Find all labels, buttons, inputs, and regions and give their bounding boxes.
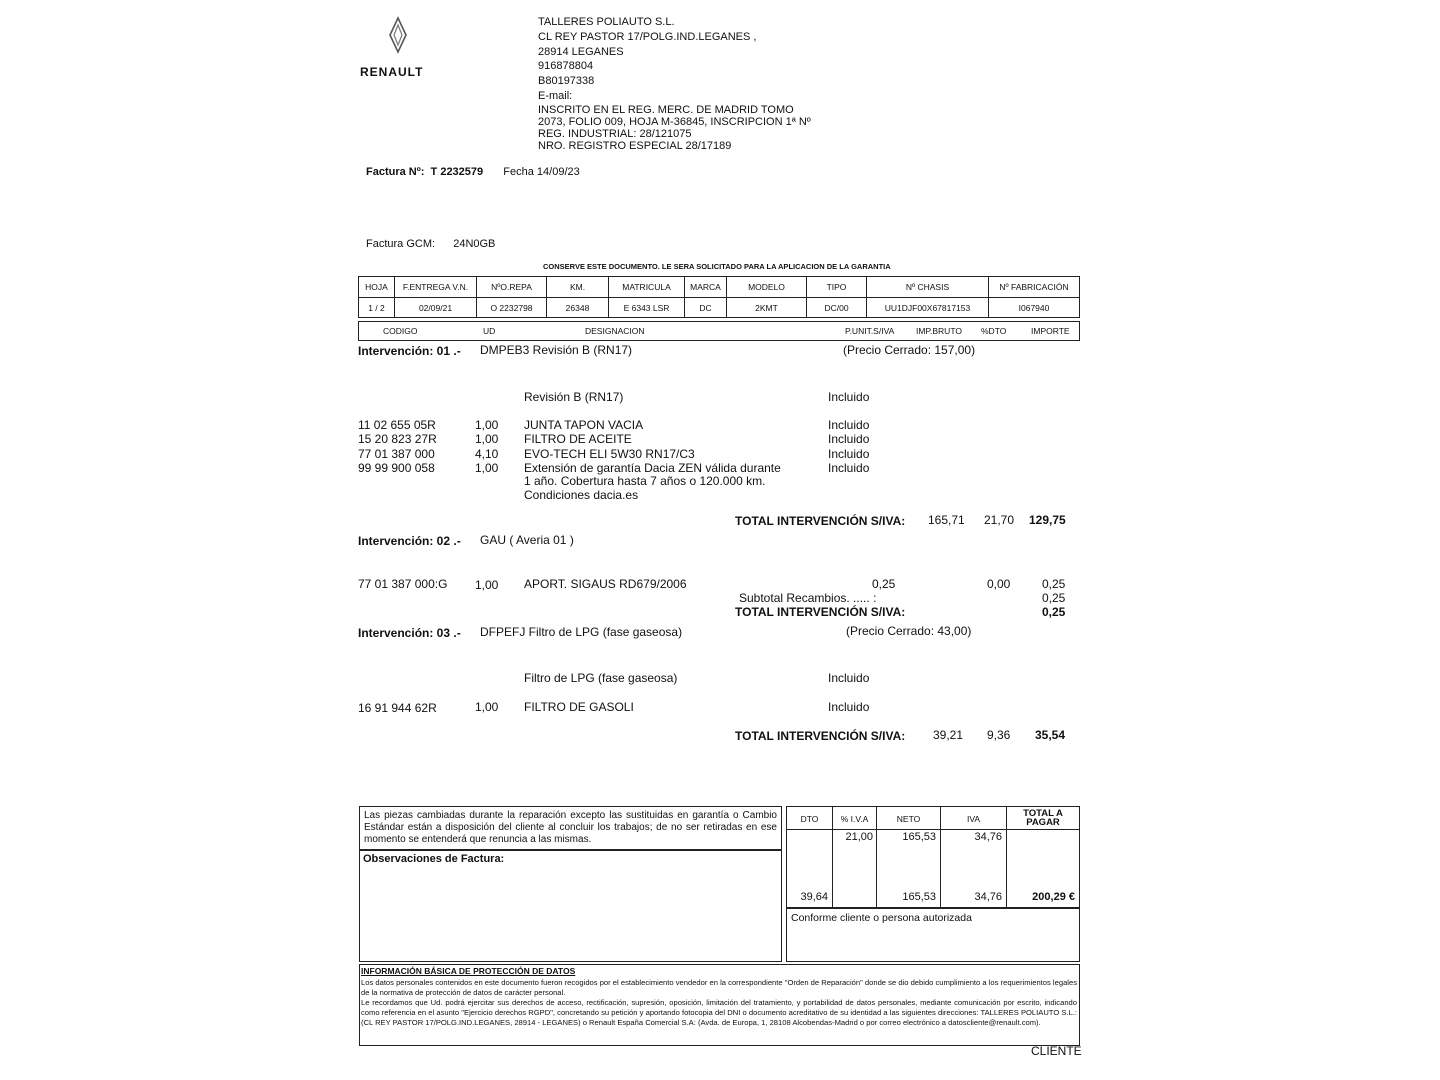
line-status: Incluido (828, 671, 870, 685)
company-line: REG. INDUSTRIAL: 28/121075 (538, 127, 692, 140)
line-ud: 1,00 (475, 578, 499, 592)
totals-header: IVA (966, 814, 981, 824)
line-ud: 1,00 (475, 418, 499, 432)
invoice-gcm: 24N0GB (453, 238, 496, 250)
invoice-number-label: Factura Nº: (366, 166, 425, 178)
company-line: TALLERES POLIAUTO S.L. (538, 16, 675, 28)
line-status: Incluido (828, 432, 870, 446)
closed-price: (Precio Cerrado: 157,00) (843, 343, 976, 357)
vehicle-header: NºO.REPA (491, 282, 532, 292)
invoice-date-label: Fecha (503, 166, 534, 178)
company-line: NRO. REGISTRO ESPECIAL 28/17189 (538, 139, 732, 152)
totals-iva: 34,76 (974, 831, 1002, 843)
invoice-number-row (366, 166, 580, 178)
vehicle-header: Nº CHASIS (905, 282, 950, 292)
company-line: E-mail: (538, 89, 573, 102)
vehicle-value: DC/00 (824, 303, 849, 313)
vehicle-value: I067940 (1018, 303, 1050, 313)
vehicle-header: F.ENTREGA V.N. (402, 282, 469, 292)
totals-iva-pct: 21,00 (845, 831, 873, 843)
line-desc-continuation: Condiciones dacia.es (524, 488, 639, 502)
line-code: 15 20 823 27R (358, 432, 437, 446)
totals-header: % I.V.A (840, 814, 869, 824)
vehicle-value: O 2232798 (490, 303, 533, 313)
vehicle-table (358, 276, 1080, 318)
renault-logo (376, 16, 420, 54)
line-desc-continuation: 1 año. Cobertura hasta 7 años o 120.000 km. (524, 474, 766, 488)
intervention-label: Intervención: 02 .- (358, 534, 461, 548)
line-dto: 0,00 (987, 577, 1011, 591)
observations-label: Observaciones de Factura: (363, 853, 505, 865)
total-to-pay: 200,29 € (1032, 891, 1075, 903)
invoice-number: T 2232579 (430, 166, 484, 178)
company-line: INSCRITO EN EL REG. MERC. DE MADRID TOMO (538, 103, 794, 116)
intervention-subtitle: Revisión B (RN17) (524, 390, 624, 404)
line-status: Incluido (828, 700, 870, 714)
conforme-label: Conforme cliente o persona autorizada (791, 912, 972, 924)
intervention-title: DFPEFJ Filtro de LPG (fase gaseosa) (480, 625, 683, 639)
vehicle-header: MATRICULA (622, 282, 671, 292)
observations-box (359, 850, 782, 962)
warranty-notice: CONSERVE ESTE DOCUMENTO. LE SERA SOLICITADO PARA LA APLICACION DE LA GARANTIA (543, 262, 891, 271)
line-status: Incluido (828, 461, 870, 475)
brand-name: RENAULT (360, 65, 424, 79)
company-line: B80197338 (538, 75, 595, 88)
intervention-title: DMPEB3 Revisión B (RN17) (480, 343, 633, 357)
intervention-total-label: TOTAL INTERVENCIÓN S/IVA: (735, 605, 906, 619)
vehicle-value: 2KMT (755, 303, 778, 313)
intervention-total-bruto: 165,71 (928, 513, 965, 527)
vehicle-header: MODELO (748, 282, 785, 292)
totals-header: DTO (800, 814, 819, 824)
vehicle-value: 02/09/21 (418, 303, 453, 313)
header-designacion: DESIGNACION (585, 326, 645, 336)
line-code: 16 91 944 62R (358, 701, 437, 715)
intervention-total-dto: 9,36 (987, 728, 1011, 742)
line-code: 11 02 655 05R (358, 418, 436, 432)
company-line: CL REY PASTOR 17/POLG.IND.LEGANES , (538, 30, 757, 43)
line-status: Incluido (828, 418, 870, 432)
line-punit: 0,25 (872, 577, 896, 591)
vehicle-value: 1 / 2 (368, 303, 385, 313)
intervention-total-label: TOTAL INTERVENCIÓN S/IVA: (735, 729, 906, 743)
totals-neto: 165,53 (902, 831, 936, 843)
vehicle-header: MARCA (690, 282, 721, 292)
vehicle-header: Nº FABRICACIÓN (999, 282, 1069, 292)
header-ud: UD (483, 326, 496, 336)
header-importe: IMPORTE (1031, 326, 1070, 336)
totals-iva: 34,76 (974, 891, 1002, 903)
parts-notice: Las piezas cambiadas durante la reparación excepto las sustituidas en garantía o Cambio Estándar están a disposición del cliente al concluir los trabajos; de no ser retiradas en ese momento se entenderá que renuncia a las mismas. (364, 810, 777, 845)
totals-header: NETO (896, 814, 921, 824)
line-desc: FILTRO DE GASOLI (524, 700, 634, 714)
company-line: 28914 LEGANES (538, 45, 624, 58)
vehicle-header: KM. (569, 282, 586, 292)
line-code: 99 99 900 058 (358, 461, 435, 475)
line-code: 77 01 387 000 (358, 447, 435, 461)
vehicle-value: UU1DJF00X67817153 (884, 303, 971, 313)
totals-table (786, 806, 1080, 908)
line-code: 77 01 387 000:G (358, 577, 448, 591)
subtotal-label: Subtotal Recambios. ..... : (739, 591, 877, 605)
header-codigo: CODIGO (383, 326, 418, 336)
privacy-paragraph-1: Los datos personales contenidos en este documento fueron recogidos por el establecimiento vendedor en la correspondiente "Orden de Reparación" donde se dio debido cumplimiento a los requerimientos legales de la normativa de protección de datos de carácter personal. (361, 978, 1077, 997)
line-headers (358, 321, 1080, 341)
privacy-paragraph-2: Le recordamos que Ud. podrá ejercitar sus derechos de acceso, rectificación, supresión, oposición, limitación del tratamiento, y portabilidad de datos personales, mediante comunicación por escrito, indicando como referencia en el asunto "Ejercicio derechos RGPD", concretando su petición y aportando fotocopia del DNI o documento acreditativo de su identidad a las siguientes direcciones: TALLERES POLIAUTO S.L.: (CL REY PASTOR 17/POLG.IND.LEGANES, 28914 - LEGANES) o Renault España Comercial S.A: (Avda. de Europa, 1, 28108 Alcobendas-Madrid o por correo electrónico a datoscliente@renault.com). (361, 998, 1077, 1027)
line-status: Incluido (828, 447, 870, 461)
line-desc: EVO-TECH ELI 5W30 RN17/C3 (524, 447, 695, 461)
intervention-total-importe: 129,75 (1029, 513, 1066, 527)
vehicle-header: TIPO (826, 282, 847, 292)
line-desc: Extensión de garantía Dacia ZEN válida durante (524, 461, 781, 475)
line-importe: 0,25 (1042, 577, 1066, 591)
renault-diamond-icon (376, 16, 420, 54)
intervention-title: GAU ( Averia 01 ) (480, 533, 574, 547)
header-impbruto: IMP.BRUTO (916, 326, 962, 336)
company-line: 916878804 (538, 60, 594, 73)
totals-neto: 165,53 (902, 891, 936, 903)
line-ud: 1,00 (475, 461, 499, 475)
header-punit: P.UNIT.S/IVA (845, 326, 895, 336)
signature-box (786, 908, 1080, 962)
privacy-title: INFORMACIÓN BÁSICA DE PROTECCIÓN DE DATOS (361, 966, 576, 976)
line-ud: 1,00 (475, 700, 499, 714)
intervention-subtitle: Filtro de LPG (fase gaseosa) (524, 671, 678, 685)
totals-header-total: TOTAL A PAGAR (1023, 808, 1063, 828)
subtotal-value: 0,25 (1042, 591, 1066, 605)
company-line: 2073, FOLIO 009, HOJA M-36845, INSCRIPCION 1ª Nº (538, 115, 811, 128)
copy-label: CLIENTE (1031, 1044, 1082, 1058)
intervention-total-bruto: 39,21 (933, 728, 964, 742)
totals-dto: 39,64 (800, 891, 828, 903)
invoice-gcm-label: Factura GCM: (366, 238, 436, 250)
parts-notice-box (359, 806, 782, 850)
vehicle-value: DC (699, 303, 712, 313)
vehicle-header: HOJA (365, 282, 388, 292)
intervention-total-importe: 35,54 (1035, 728, 1066, 742)
vehicle-value: 26348 (565, 303, 590, 313)
line-desc: JUNTA TAPON VACIA (524, 418, 644, 432)
line-desc: APORT. SIGAUS RD679/2006 (524, 577, 687, 591)
line-ud: 4,10 (475, 447, 499, 461)
intervention-total-importe: 0,25 (1042, 605, 1066, 619)
intervention-label: Intervención: 01 .- (358, 344, 461, 358)
header-dto: %DTO (981, 326, 1007, 336)
line-ud: 1,00 (475, 432, 499, 446)
vehicle-value: E 6343 LSR (623, 303, 670, 313)
intervention-total-dto: 21,70 (984, 513, 1015, 527)
intervention-label: Intervención: 03 .- (358, 626, 461, 640)
company-header (538, 15, 811, 153)
intervention-total-label: TOTAL INTERVENCIÓN S/IVA: (735, 514, 906, 528)
closed-price: (Precio Cerrado: 43,00) (846, 624, 972, 638)
intervention-01-header (358, 344, 461, 358)
line-status: Incluido (828, 390, 870, 404)
invoice-date: 14/09/23 (536, 166, 580, 178)
line-desc: FILTRO DE ACEITE (524, 432, 632, 446)
invoice-gcm-row (366, 238, 495, 250)
